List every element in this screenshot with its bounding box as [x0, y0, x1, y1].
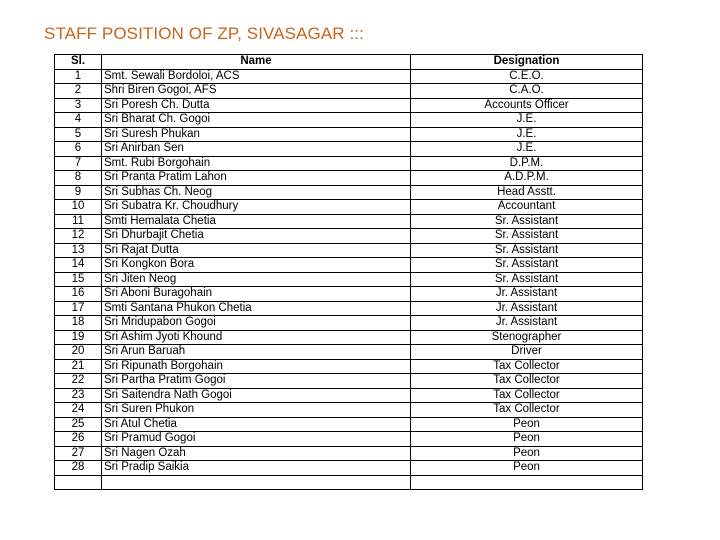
cell-designation: Tax Collector: [411, 374, 643, 389]
cell-name: Sri Suresh Phukan: [102, 127, 411, 142]
cell-designation: Accountant: [411, 200, 643, 215]
table-row: [55, 127, 643, 142]
cell-designation: Accounts Officer: [411, 98, 643, 113]
cell-name: Sri Kongkon Bora: [102, 258, 411, 273]
cell-name: Smt. Sewali Bordoloi, ACS: [102, 69, 411, 84]
table-row: [55, 330, 643, 345]
cell-name: Sri Mridupabon Gogoi: [102, 316, 411, 331]
cell-name: Sri Jiten Neog: [102, 272, 411, 287]
cell-designation: Sr. Assistant: [411, 243, 643, 258]
cell-sl: 5: [55, 127, 102, 142]
table-row: [55, 171, 643, 186]
cell-sl: 13: [55, 243, 102, 258]
table-row: [55, 214, 643, 229]
cell-name: Sri Nagen Ozah: [102, 446, 411, 461]
cell-sl: 10: [55, 200, 102, 215]
table-row: [55, 461, 643, 476]
table-row: [55, 316, 643, 331]
cell-name: Sri Aboni Buragohain: [102, 287, 411, 302]
cell-sl: 25: [55, 417, 102, 432]
table-row: [55, 185, 643, 200]
table-row: [55, 200, 643, 215]
cell-sl: 6: [55, 142, 102, 157]
cell-name: Sri Rajat Dutta: [102, 243, 411, 258]
table-row: [55, 243, 643, 258]
cell-designation: Sr. Assistant: [411, 229, 643, 244]
cell-name: Sri Ripunath Borgohain: [102, 359, 411, 374]
cell-designation: Tax Collector: [411, 388, 643, 403]
table-row: [55, 417, 643, 432]
cell-designation: J.E.: [411, 142, 643, 157]
cell-name: Sri Subhas Ch. Neog: [102, 185, 411, 200]
cell-name: Sri Saitendra Nath Gogoi: [102, 388, 411, 403]
cell-designation: Driver: [411, 345, 643, 360]
column-header-designation: Designation: [411, 55, 643, 70]
table-row: [55, 345, 643, 360]
cell-designation: Tax Collector: [411, 359, 643, 374]
cell-name: [102, 475, 411, 490]
cell-name: Smti Hemalata Chetia: [102, 214, 411, 229]
cell-sl: 14: [55, 258, 102, 273]
cell-sl: 3: [55, 98, 102, 113]
column-header-sl: Sl.: [55, 55, 102, 70]
table-row: [55, 388, 643, 403]
cell-name: Sri Subatra Kr. Choudhury: [102, 200, 411, 215]
table-row: [55, 301, 643, 316]
cell-designation: [411, 475, 643, 490]
cell-designation: J.E.: [411, 113, 643, 128]
table-row: [55, 229, 643, 244]
cell-name: Sri Ashim Jyoti Khound: [102, 330, 411, 345]
cell-designation: C.A.O.: [411, 84, 643, 99]
table-row: [55, 272, 643, 287]
cell-name: Sri Bharat Ch. Gogoi: [102, 113, 411, 128]
cell-designation: Jr. Assistant: [411, 316, 643, 331]
cell-sl: 12: [55, 229, 102, 244]
cell-sl: 16: [55, 287, 102, 302]
cell-sl: 15: [55, 272, 102, 287]
cell-sl: 17: [55, 301, 102, 316]
table-row: [55, 374, 643, 389]
cell-designation: Sr. Assistant: [411, 272, 643, 287]
cell-sl: 23: [55, 388, 102, 403]
cell-name: Sri Anirban Sen: [102, 142, 411, 157]
cell-designation: Peon: [411, 446, 643, 461]
table-row: [55, 69, 643, 84]
cell-designation: Jr. Assistant: [411, 301, 643, 316]
cell-sl: 2: [55, 84, 102, 99]
cell-name: Sri Poresh Ch. Dutta: [102, 98, 411, 113]
cell-name: Sri Dhurbajit Chetia: [102, 229, 411, 244]
cell-sl: 1: [55, 69, 102, 84]
cell-sl: 26: [55, 432, 102, 447]
cell-name: Sri Arun Baruah: [102, 345, 411, 360]
table-row: [55, 98, 643, 113]
table-row: [55, 403, 643, 418]
cell-sl: [55, 475, 102, 490]
cell-designation: Peon: [411, 432, 643, 447]
table-row-truncated: [55, 475, 643, 490]
cell-name: Sri Partha Pratim Gogoi: [102, 374, 411, 389]
cell-designation: Peon: [411, 461, 643, 476]
table-row: [55, 113, 643, 128]
cell-sl: 24: [55, 403, 102, 418]
cell-designation: A.D.P.M.: [411, 171, 643, 186]
cell-sl: 11: [55, 214, 102, 229]
cell-sl: 22: [55, 374, 102, 389]
cell-designation: C.E.O.: [411, 69, 643, 84]
cell-sl: 20: [55, 345, 102, 360]
cell-sl: 27: [55, 446, 102, 461]
cell-designation: Jr. Assistant: [411, 287, 643, 302]
cell-designation: D.P.M.: [411, 156, 643, 171]
cell-name: Sri Pramud Gogoi: [102, 432, 411, 447]
cell-sl: 19: [55, 330, 102, 345]
cell-designation: J.E.: [411, 127, 643, 142]
table-row: [55, 287, 643, 302]
cell-sl: 28: [55, 461, 102, 476]
table-row: [55, 432, 643, 447]
cell-designation: Sr. Assistant: [411, 258, 643, 273]
staff-table: [54, 54, 643, 490]
cell-sl: 8: [55, 171, 102, 186]
cell-name: Smt. Rubi Borgohain: [102, 156, 411, 171]
cell-name: Sri Pranta Pratim Lahon: [102, 171, 411, 186]
table-row: [55, 359, 643, 374]
cell-name: Sri Pradip Saikia: [102, 461, 411, 476]
column-header-name: Name: [102, 55, 411, 70]
cell-sl: 21: [55, 359, 102, 374]
cell-designation: Stenographer: [411, 330, 643, 345]
table-header-row: [55, 55, 643, 70]
table-row: [55, 258, 643, 273]
cell-designation: Peon: [411, 417, 643, 432]
page-title: STAFF POSITION OF ZP, SIVASAGAR :::: [44, 24, 364, 43]
table-row: [55, 446, 643, 461]
cell-sl: 7: [55, 156, 102, 171]
cell-sl: 18: [55, 316, 102, 331]
cell-name: Smti Santana Phukon Chetia: [102, 301, 411, 316]
table-body: [55, 69, 643, 490]
cell-name: Sri Atul Chetia: [102, 417, 411, 432]
cell-sl: 9: [55, 185, 102, 200]
table-row: [55, 156, 643, 171]
table-row: [55, 142, 643, 157]
cell-name: Shri Biren Gogoi, AFS: [102, 84, 411, 99]
cell-designation: Sr. Assistant: [411, 214, 643, 229]
table-row: [55, 84, 643, 99]
cell-sl: 4: [55, 113, 102, 128]
cell-designation: Tax Collector: [411, 403, 643, 418]
cell-name: Sri Suren Phukon: [102, 403, 411, 418]
cell-designation: Head Asstt.: [411, 185, 643, 200]
